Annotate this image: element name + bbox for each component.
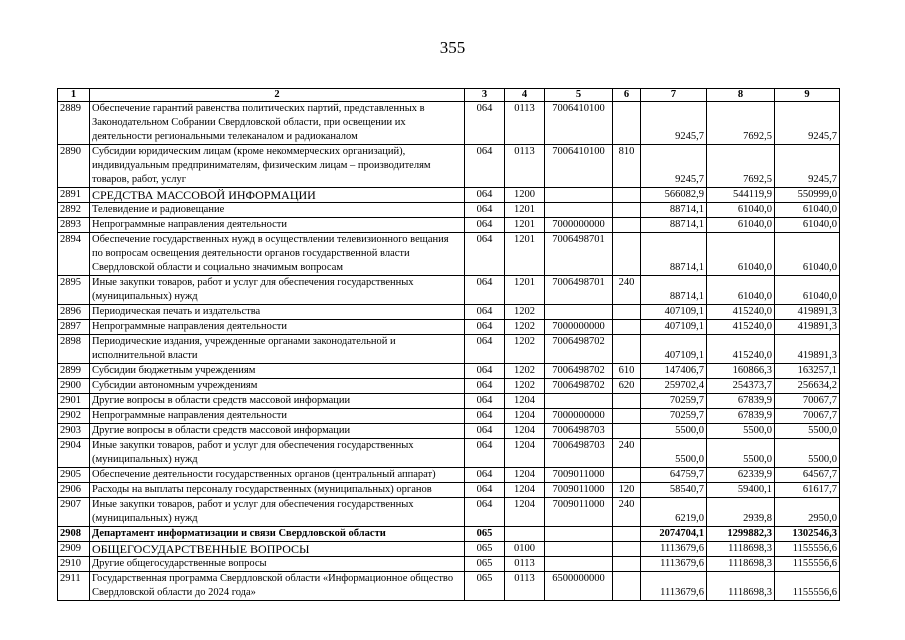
code-5-cell: 7006410100 <box>545 102 613 145</box>
item-name-cell: Обеспечение государственных нужд в осуществлении телевизионного вещания по вопросам освещения деятельности органов государственной власти Свердловской области и социально значимым вопросам <box>90 233 465 276</box>
header-cell: 1 <box>58 89 90 102</box>
value-8-cell: 415240,0 <box>707 335 775 364</box>
value-9-cell: 419891,3 <box>775 305 840 320</box>
code-5-cell: 7006410100 <box>545 145 613 188</box>
code-4-cell: 1204 <box>505 394 545 409</box>
code-5-cell <box>545 203 613 218</box>
value-7-cell: 407109,1 <box>641 335 707 364</box>
item-name-cell: Периодические издания, учрежденные органами законодательной и исполнительной власти <box>90 335 465 364</box>
value-9-cell: 5500,0 <box>775 424 840 439</box>
code-6-cell <box>613 218 641 233</box>
code-4-cell: 1204 <box>505 424 545 439</box>
code-3-cell: 065 <box>465 542 505 557</box>
value-9-cell: 419891,3 <box>775 335 840 364</box>
value-7-cell: 407109,1 <box>641 320 707 335</box>
code-6-cell <box>613 572 641 601</box>
value-7-cell: 9245,7 <box>641 102 707 145</box>
value-7-cell: 1113679,6 <box>641 542 707 557</box>
item-name-cell: Другие вопросы в области средств массовой информации <box>90 424 465 439</box>
row-number-cell: 2889 <box>58 102 90 145</box>
code-6-cell <box>613 320 641 335</box>
table-header-row <box>58 89 840 102</box>
value-8-cell: 67839,9 <box>707 409 775 424</box>
code-3-cell: 065 <box>465 527 505 542</box>
item-name-cell: Непрограммные направления деятельности <box>90 409 465 424</box>
code-3-cell: 064 <box>465 364 505 379</box>
header-cell: 6 <box>613 89 641 102</box>
row-number-cell: 2901 <box>58 394 90 409</box>
code-6-cell <box>613 188 641 203</box>
value-8-cell: 62339,9 <box>707 468 775 483</box>
value-9-cell: 256634,2 <box>775 379 840 394</box>
code-3-cell: 064 <box>465 203 505 218</box>
table-row <box>58 557 840 572</box>
table-row <box>58 483 840 498</box>
row-number-cell: 2898 <box>58 335 90 364</box>
code-4-cell: 1202 <box>505 320 545 335</box>
page-number: 355 <box>439 38 466 57</box>
value-7-cell: 6219,0 <box>641 498 707 527</box>
item-name-cell: Другие вопросы в области средств массовой информации <box>90 394 465 409</box>
item-name-cell: Иные закупки товаров, работ и услуг для обеспечения государственных (муниципальных) нужд <box>90 276 465 305</box>
table-row <box>58 102 840 145</box>
value-9-cell: 1155556,6 <box>775 557 840 572</box>
value-8-cell: 1118698,3 <box>707 557 775 572</box>
code-5-cell: 7006498701 <box>545 233 613 276</box>
value-9-cell: 1302546,3 <box>775 527 840 542</box>
row-number-cell: 2909 <box>58 542 90 557</box>
value-8-cell: 2939,8 <box>707 498 775 527</box>
code-4-cell: 1202 <box>505 335 545 364</box>
code-6-cell: 240 <box>613 439 641 468</box>
code-5-cell: 7009011000 <box>545 483 613 498</box>
value-9-cell: 61040,0 <box>775 276 840 305</box>
value-7-cell: 58540,7 <box>641 483 707 498</box>
code-3-cell: 064 <box>465 305 505 320</box>
code-6-cell: 120 <box>613 483 641 498</box>
value-8-cell: 5500,0 <box>707 424 775 439</box>
table-row <box>58 320 840 335</box>
code-3-cell: 065 <box>465 557 505 572</box>
code-4-cell: 0113 <box>505 145 545 188</box>
value-9-cell: 61617,7 <box>775 483 840 498</box>
row-number-cell: 2904 <box>58 439 90 468</box>
value-9-cell: 2950,0 <box>775 498 840 527</box>
code-4-cell: 1204 <box>505 468 545 483</box>
row-number-cell: 2907 <box>58 498 90 527</box>
code-5-cell: 7006498701 <box>545 276 613 305</box>
table-row <box>58 409 840 424</box>
code-6-cell <box>613 233 641 276</box>
value-9-cell: 70067,7 <box>775 409 840 424</box>
value-8-cell: 1299882,3 <box>707 527 775 542</box>
code-5-cell: 7006498702 <box>545 379 613 394</box>
value-8-cell: 1118698,3 <box>707 572 775 601</box>
code-3-cell: 064 <box>465 468 505 483</box>
table-row <box>58 439 840 468</box>
item-name-cell: Другие общегосударственные вопросы <box>90 557 465 572</box>
value-7-cell: 5500,0 <box>641 424 707 439</box>
item-name-cell: Телевидение и радиовещание <box>90 203 465 218</box>
value-8-cell: 160866,3 <box>707 364 775 379</box>
value-7-cell: 88714,1 <box>641 233 707 276</box>
code-4-cell: 1202 <box>505 364 545 379</box>
value-7-cell: 2074704,1 <box>641 527 707 542</box>
value-8-cell: 415240,0 <box>707 320 775 335</box>
table-row <box>58 424 840 439</box>
row-number-cell: 2895 <box>58 276 90 305</box>
code-5-cell: 7009011000 <box>545 468 613 483</box>
code-6-cell <box>613 527 641 542</box>
code-6-cell <box>613 409 641 424</box>
code-6-cell: 240 <box>613 498 641 527</box>
code-4-cell: 1201 <box>505 203 545 218</box>
code-4-cell: 1204 <box>505 409 545 424</box>
table-row <box>58 364 840 379</box>
code-6-cell: 240 <box>613 276 641 305</box>
header-cell: 9 <box>775 89 840 102</box>
value-9-cell: 419891,3 <box>775 320 840 335</box>
table-row <box>58 379 840 394</box>
code-6-cell: 610 <box>613 364 641 379</box>
value-8-cell: 1118698,3 <box>707 542 775 557</box>
code-5-cell: 7000000000 <box>545 409 613 424</box>
value-9-cell: 163257,1 <box>775 364 840 379</box>
value-7-cell: 70259,7 <box>641 394 707 409</box>
value-7-cell: 1113679,6 <box>641 572 707 601</box>
item-name-cell: Непрограммные направления деятельности <box>90 320 465 335</box>
code-6-cell: 810 <box>613 145 641 188</box>
code-5-cell: 7006498702 <box>545 335 613 364</box>
value-8-cell: 415240,0 <box>707 305 775 320</box>
value-9-cell: 9245,7 <box>775 102 840 145</box>
row-number-cell: 2899 <box>58 364 90 379</box>
code-6-cell: 620 <box>613 379 641 394</box>
row-number-cell: 2910 <box>58 557 90 572</box>
item-name-cell: Иные закупки товаров, работ и услуг для обеспечения государственных (муниципальных) нужд <box>90 439 465 468</box>
table-row <box>58 468 840 483</box>
code-5-cell <box>545 188 613 203</box>
code-4-cell: 1202 <box>505 305 545 320</box>
header-cell: 2 <box>90 89 465 102</box>
code-4-cell: 1201 <box>505 233 545 276</box>
value-8-cell: 254373,7 <box>707 379 775 394</box>
code-4-cell: 1200 <box>505 188 545 203</box>
budget-table <box>57 88 840 601</box>
value-9-cell: 61040,0 <box>775 203 840 218</box>
row-number-cell: 2905 <box>58 468 90 483</box>
code-4-cell: 0113 <box>505 557 545 572</box>
value-8-cell: 7692,5 <box>707 102 775 145</box>
code-6-cell <box>613 424 641 439</box>
row-number-cell: 2892 <box>58 203 90 218</box>
code-3-cell: 064 <box>465 233 505 276</box>
value-7-cell: 70259,7 <box>641 409 707 424</box>
code-4-cell: 0100 <box>505 542 545 557</box>
row-number-cell: 2902 <box>58 409 90 424</box>
value-8-cell: 5500,0 <box>707 439 775 468</box>
item-name-cell: ОБЩЕГОСУДАРСТВЕННЫЕ ВОПРОСЫ <box>90 542 465 557</box>
value-7-cell: 64759,7 <box>641 468 707 483</box>
value-7-cell: 9245,7 <box>641 145 707 188</box>
code-3-cell: 064 <box>465 424 505 439</box>
item-name-cell: Государственная программа Свердловской области «Информационное общество Свердловской области до 2024 года» <box>90 572 465 601</box>
row-number-cell: 2891 <box>58 188 90 203</box>
value-9-cell: 5500,0 <box>775 439 840 468</box>
table-row <box>58 276 840 305</box>
code-5-cell: 7006498702 <box>545 364 613 379</box>
item-name-cell: Непрограммные направления деятельности <box>90 218 465 233</box>
value-7-cell: 566082,9 <box>641 188 707 203</box>
code-6-cell <box>613 203 641 218</box>
header-cell: 7 <box>641 89 707 102</box>
item-name-cell: Иные закупки товаров, работ и услуг для обеспечения государственных (муниципальных) нужд <box>90 498 465 527</box>
item-name-cell: Субсидии юридическим лицам (кроме некоммерческих организаций), индивидуальным предпринимателям, физическим лицам – производителям товаров, работ, услуг <box>90 145 465 188</box>
code-5-cell <box>545 305 613 320</box>
value-9-cell: 9245,7 <box>775 145 840 188</box>
item-name-cell: Расходы на выплаты персоналу государственных (муниципальных) органов <box>90 483 465 498</box>
value-9-cell: 61040,0 <box>775 218 840 233</box>
item-name-cell: Обеспечение гарантий равенства политических партий, представленных в Законодательном Собрании Свердловской области, при освещении их деятельности региональными телеканалом и радиоканалом <box>90 102 465 145</box>
table-row <box>58 527 840 542</box>
code-4-cell: 1204 <box>505 439 545 468</box>
value-7-cell: 88714,1 <box>641 203 707 218</box>
value-9-cell: 61040,0 <box>775 233 840 276</box>
value-9-cell: 1155556,6 <box>775 572 840 601</box>
header-cell: 3 <box>465 89 505 102</box>
code-4-cell: 1204 <box>505 483 545 498</box>
value-8-cell: 59400,1 <box>707 483 775 498</box>
code-3-cell: 064 <box>465 394 505 409</box>
code-3-cell: 064 <box>465 188 505 203</box>
table-row <box>58 233 840 276</box>
code-4-cell: 1201 <box>505 218 545 233</box>
table-row <box>58 203 840 218</box>
value-8-cell: 7692,5 <box>707 145 775 188</box>
code-3-cell: 064 <box>465 102 505 145</box>
table-row <box>58 498 840 527</box>
code-3-cell: 064 <box>465 379 505 394</box>
table-row <box>58 145 840 188</box>
code-6-cell <box>613 305 641 320</box>
row-number-cell: 2896 <box>58 305 90 320</box>
code-4-cell <box>505 527 545 542</box>
value-7-cell: 147406,7 <box>641 364 707 379</box>
header-cell: 4 <box>505 89 545 102</box>
code-5-cell <box>545 394 613 409</box>
code-5-cell: 7009011000 <box>545 498 613 527</box>
value-8-cell: 67839,9 <box>707 394 775 409</box>
row-number-cell: 2894 <box>58 233 90 276</box>
row-number-cell: 2908 <box>58 527 90 542</box>
row-number-cell: 2900 <box>58 379 90 394</box>
value-7-cell: 5500,0 <box>641 439 707 468</box>
code-5-cell <box>545 527 613 542</box>
value-7-cell: 1113679,6 <box>641 557 707 572</box>
table-row <box>58 188 840 203</box>
code-4-cell: 1201 <box>505 276 545 305</box>
table-row <box>58 394 840 409</box>
value-9-cell: 1155556,6 <box>775 542 840 557</box>
table-body <box>58 89 840 601</box>
code-3-cell: 064 <box>465 276 505 305</box>
code-5-cell: 7006498703 <box>545 424 613 439</box>
value-7-cell: 259702,4 <box>641 379 707 394</box>
code-3-cell: 064 <box>465 145 505 188</box>
item-name-cell: Периодическая печать и издательства <box>90 305 465 320</box>
item-name-cell: Субсидии автономным учреждениям <box>90 379 465 394</box>
code-3-cell: 064 <box>465 320 505 335</box>
row-number-cell: 2893 <box>58 218 90 233</box>
row-number-cell: 2897 <box>58 320 90 335</box>
code-4-cell: 1202 <box>505 379 545 394</box>
table-row <box>58 335 840 364</box>
code-3-cell: 064 <box>465 409 505 424</box>
code-3-cell: 064 <box>465 439 505 468</box>
header-cell: 8 <box>707 89 775 102</box>
code-4-cell: 0113 <box>505 102 545 145</box>
value-8-cell: 61040,0 <box>707 218 775 233</box>
table-row <box>58 305 840 320</box>
code-6-cell <box>613 335 641 364</box>
value-9-cell: 550999,0 <box>775 188 840 203</box>
code-5-cell: 6500000000 <box>545 572 613 601</box>
code-3-cell: 064 <box>465 498 505 527</box>
code-6-cell <box>613 542 641 557</box>
code-5-cell: 7000000000 <box>545 218 613 233</box>
row-number-cell: 2906 <box>58 483 90 498</box>
row-number-cell: 2890 <box>58 145 90 188</box>
item-name-cell: Субсидии бюджетным учреждениям <box>90 364 465 379</box>
value-7-cell: 88714,1 <box>641 276 707 305</box>
table-row <box>58 572 840 601</box>
code-6-cell <box>613 102 641 145</box>
code-4-cell: 1204 <box>505 498 545 527</box>
value-9-cell: 70067,7 <box>775 394 840 409</box>
header-cell: 5 <box>545 89 613 102</box>
row-number-cell: 2911 <box>58 572 90 601</box>
code-5-cell: 7000000000 <box>545 320 613 335</box>
code-4-cell: 0113 <box>505 572 545 601</box>
code-3-cell: 064 <box>465 218 505 233</box>
code-5-cell <box>545 557 613 572</box>
value-8-cell: 544119,9 <box>707 188 775 203</box>
item-name-cell: Департамент информатизации и связи Свердловской области <box>90 527 465 542</box>
code-6-cell <box>613 394 641 409</box>
code-3-cell: 065 <box>465 572 505 601</box>
table-row <box>58 542 840 557</box>
row-number-cell: 2903 <box>58 424 90 439</box>
code-3-cell: 064 <box>465 335 505 364</box>
value-7-cell: 88714,1 <box>641 218 707 233</box>
value-8-cell: 61040,0 <box>707 276 775 305</box>
code-5-cell <box>545 542 613 557</box>
item-name-cell: СРЕДСТВА МАССОВОЙ ИНФОРМАЦИИ <box>90 188 465 203</box>
value-9-cell: 64567,7 <box>775 468 840 483</box>
item-name-cell: Обеспечение деятельности государственных органов (центральный аппарат) <box>90 468 465 483</box>
code-6-cell <box>613 557 641 572</box>
code-5-cell: 7006498703 <box>545 439 613 468</box>
value-8-cell: 61040,0 <box>707 203 775 218</box>
code-6-cell <box>613 468 641 483</box>
code-3-cell: 064 <box>465 483 505 498</box>
value-8-cell: 61040,0 <box>707 233 775 276</box>
table-row <box>58 218 840 233</box>
value-7-cell: 407109,1 <box>641 305 707 320</box>
